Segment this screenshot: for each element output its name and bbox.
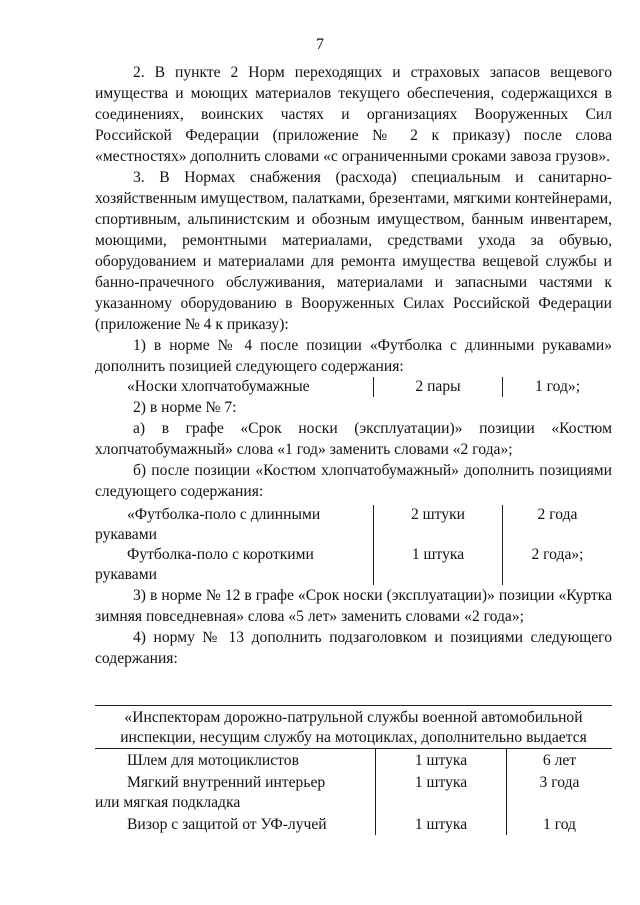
item-name: Визор с защитой от УФ-лучей: [127, 816, 327, 833]
item-name-continued: рукавами: [95, 526, 157, 543]
norm13-addition-table: [95, 705, 612, 835]
item-quantity: 1 штука: [376, 749, 507, 772]
paragraph-3-2b: б) после позиции «Костюм хлопчатобумажный» дополнить позициями следующего содержания:: [95, 462, 612, 500]
page-number: 7: [316, 36, 324, 53]
paragraph-2: 2. В пункте 2 Норм переходящих и страховых запасов вещевого имущества и моющих материалов текущего обеспечения, содержащихся в соединениях, воинских частях и организациях Вооруженных Сил Российской Федерации (приложение № 2 к приказу) после слова «местностях» дополнить словами «с ограниченными сроками завоза грузов».: [95, 64, 612, 165]
item-term: 3 года: [507, 771, 613, 813]
item-term: 1 год: [507, 813, 613, 835]
table-row: [95, 813, 612, 835]
table-row: [95, 505, 612, 545]
paragraph-3-2a: а) в графе «Срок носки (эксплуатации)» позиции «Костюм хлопчатобумажный» слова «1 год» заменить словами «2 года»;: [95, 420, 612, 458]
paragraph-3-2: 2) в норме № 7:: [133, 399, 237, 416]
table-subheading: «Инспекторам дорожно-патрульной службы военной автомобильной инспекции, несущим службу на мотоциклах, дополнительно выдается: [95, 706, 612, 749]
item-quantity: 1 штука: [376, 813, 507, 835]
table-row: [95, 771, 612, 813]
item-name-continued: рукавами: [95, 566, 157, 583]
item-term: 6 лет: [507, 749, 613, 772]
document-body: [95, 62, 612, 669]
norm4-addition-table: [95, 377, 612, 397]
paragraph-3-4: 4) норму № 13 дополнить подзаголовком и позициями следующего содержания:: [95, 629, 612, 667]
paragraph-3-1: 1) в норме № 4 после позиции «Футболка с длинными рукавами» дополнить позицией следующего содержания:: [95, 337, 612, 375]
table-row: [95, 545, 612, 585]
table-row: [95, 377, 612, 397]
item-term: 1 год»;: [503, 377, 613, 397]
item-name: «Футболка-поло с длинными: [127, 506, 321, 523]
paragraph-3: 3. В Нормах снабжения (расхода) специальным и санитарно-хозяйственным имуществом, палатками, брезентами, мягкими контейнерами, спортивным, альпинистским и обозным имуществом, банным инвентарем, моющими, ремонтными материалами, средствами ухода за обувью, оборудованием и материалами для ремонта имущества вещевой службы и банно-прачечного обслуживания, материалами и запасными частями к указанному оборудованию в Вооруженных Силах Российской Федерации (приложение № 4 к приказу):: [95, 169, 612, 333]
item-name: «Носки хлопчатобумажные: [127, 378, 310, 395]
item-name: Шлем для мотоциклистов: [127, 752, 299, 769]
item-quantity: 1 штука: [374, 545, 503, 585]
item-name-continued: или мягкая подкладка: [95, 794, 241, 811]
item-quantity: 2 пары: [374, 377, 503, 397]
paragraph-3-3: 3) в норме № 12 в графе «Срок носки (эксплуатации)» позиции «Куртка зимняя повседневная» слова «5 лет» заменить словами «2 года»;: [95, 587, 612, 625]
item-name: Мягкий внутренний интерьер: [127, 774, 326, 791]
table-row: [95, 749, 612, 772]
item-quantity: 1 штука: [376, 771, 507, 813]
item-term: 2 года: [503, 505, 613, 545]
item-name: Футболка-поло с короткими: [127, 546, 314, 563]
norm7-addition-table: [95, 505, 612, 585]
item-term: 2 года»;: [503, 545, 613, 585]
item-quantity: 2 штуки: [374, 505, 503, 545]
